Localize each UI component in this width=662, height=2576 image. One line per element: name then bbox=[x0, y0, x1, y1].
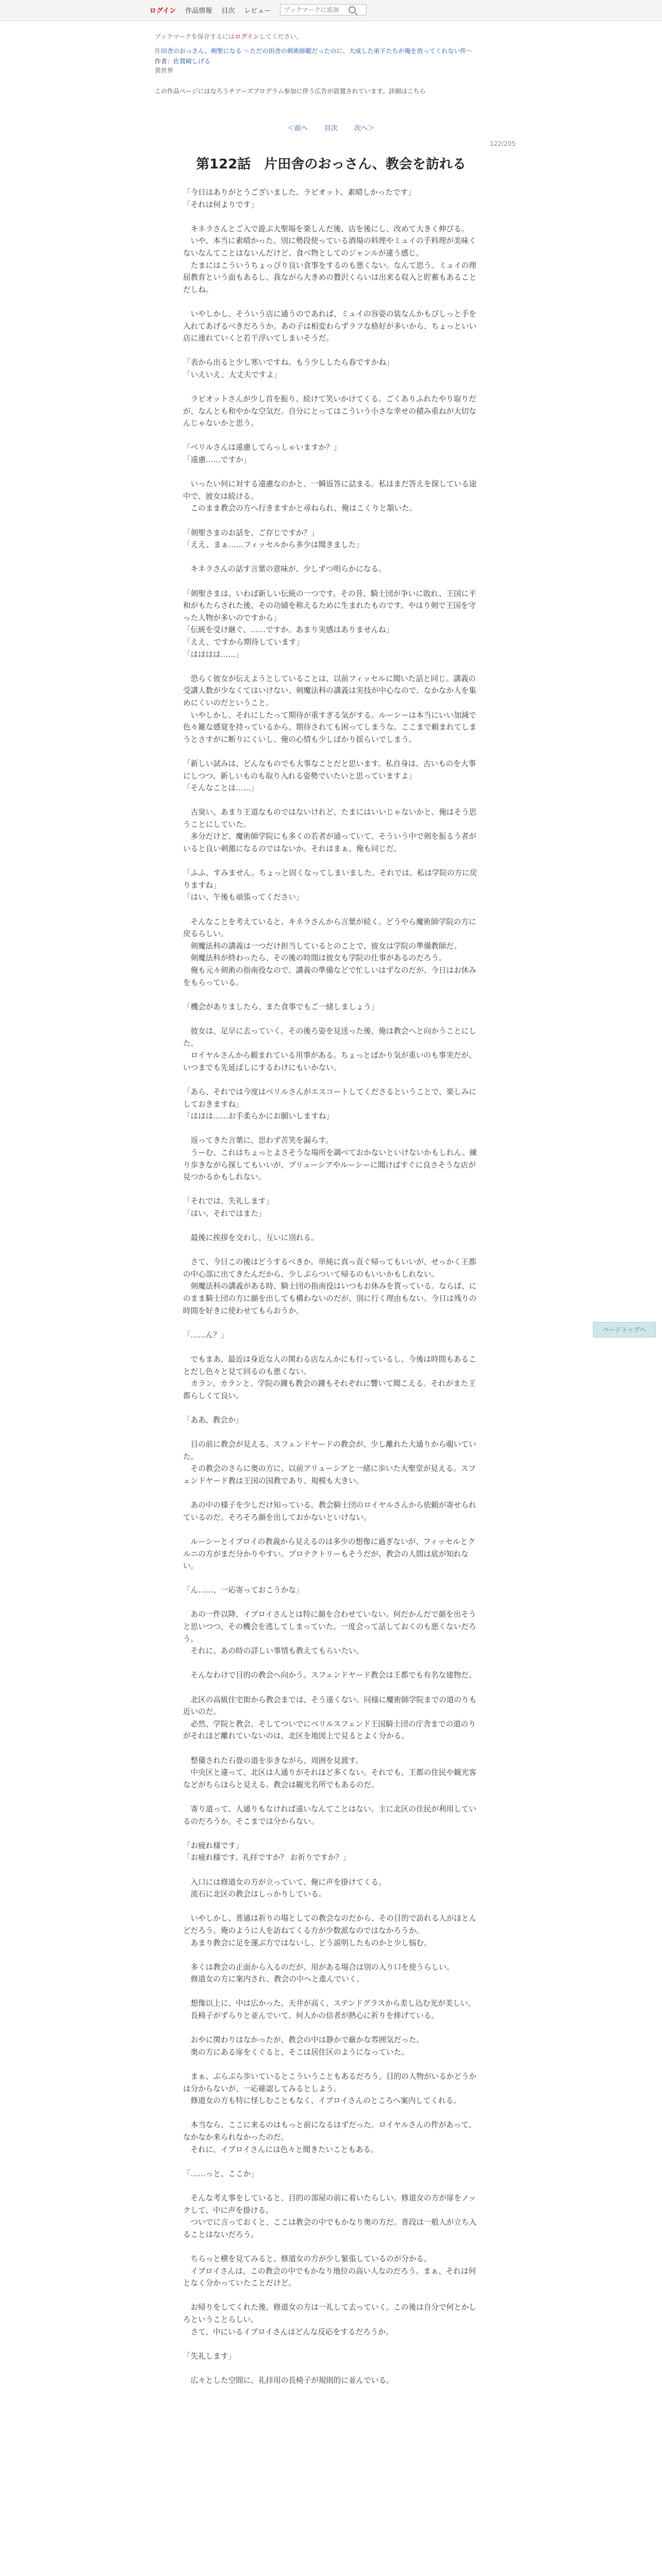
paragraph: 「……っと、ここか」 bbox=[183, 2169, 258, 2178]
toc-link[interactable]: 目次 bbox=[324, 125, 338, 132]
paragraph: 本当なら、ここに来るのはもっと前になるはずだった。ロイヤルさんの件があって、なかなか来られなかったのだ。 それに、イブロイさんには色々と聞きたいこともある。 bbox=[183, 2121, 476, 2154]
paragraph: 広々とした空間に、礼拝用の長椅子が規則的に並んでいる。 bbox=[183, 2376, 394, 2385]
paragraph: 想像以上に、中は広かった。天井が高く、ステンドグラスから差し込む光が美しい。 長椅子がずらりと並んでいて、何人かの信者が熱心に祈りを捧げている。 bbox=[183, 1999, 476, 2021]
paragraph: でもまあ、最近は身近な人の関わる店なんかにも行っているし、今後は時間もあることだし色々と見て回るのも悪くない。 カラン、カランと、学院の鐘も教会の鐘もそれぞれに響いて聞こえる。それがまた王都らしくて良い。 bbox=[183, 1355, 476, 1400]
paragraph: 「それでは、失礼します」 「はい、それではまた」 bbox=[183, 1197, 274, 1218]
paragraph: 「お疲れ様です」 「お疲れ様です。礼拝ですか？ お祈りですか？」 bbox=[183, 1841, 351, 1862]
paragraph: 「失礼します」 bbox=[183, 2351, 236, 2361]
episode-number: 122/205 bbox=[490, 140, 516, 147]
nav-link-review[interactable]: レビュー bbox=[244, 7, 271, 15]
paragraph: 多くは教会の正面から入るのだが、用がある場合は別の入り口を使うらしい。 修道女の方に案内され、教会の中へと進んでいく。 bbox=[183, 1962, 454, 1984]
paragraph: あの一件以降、イブロイさんとは特に顔を合わせていない。何だかんだで顔を出そうと思いつつ、その機会を逃してしまっていた。一度会って話しておくのも悪くないだろう。 それに、あの時の詳しい事情も教えてもらいたい。 bbox=[183, 1610, 476, 1656]
work-header bbox=[155, 32, 507, 96]
notice-text: ブックマークを保存するには bbox=[155, 33, 235, 40]
paragraph: ちらっと横を見てみると、修道女の方が少し緊張しているのが分かる。 イブロイさんは、この教会の中でもかなり地位の高い人なのだろう。まぁ、それは何となく分かっていたことだけど。 bbox=[183, 2254, 476, 2288]
paragraph: おやに関わりはなかったが、教会の中は静かで厳かな雰囲気だった。 奥の方にある扉をくぐると、そこは居住区のようになっていた。 bbox=[183, 2036, 424, 2057]
paragraph: 「ふふ、すみません。ちょっと固くなってしまいました。それでは、私は学院の方に戻りますね」 「はい、午後も頑張ってください」 bbox=[183, 869, 477, 902]
search-icon[interactable] bbox=[349, 6, 356, 13]
paragraph: 「あら、それでは今度はベリルさんがエスコートしてくださるということで、楽しみにしておきますね」 「ははは……お手柔らかにお願いしますね」 bbox=[183, 1087, 476, 1121]
paragraph: 「剣聖さまは、いわば新しい伝統の一つです。その昔、騎士団が争いに敗れ、王国に平和がもたらされた後、その功績を称えるために生まれたものです。やはり剣で王国を守った人物が多いのですから」 「伝統を受け継ぐ、……ですか。あまり実感はありませんね」 「ええ、ですから期待しています」 「はははは……」 bbox=[183, 589, 476, 659]
paragraph: 「剣聖さまのお話を、ご存じですか？」 「ええ、まぁ……フィッセルから多少は聞きました」 bbox=[183, 528, 363, 550]
notice-suffix: してください。 bbox=[259, 33, 303, 40]
paragraph: 北区の高級住宅街から教会までは、そう遠くない。同様に魔術師学院までの道のりも近いのだ。 必然、学院と教会、そしてついでにベリルスフェンド王国騎士団の庁舎までの道のりがそれほど離れていないのは、北区を地図上で見るとよく分かる。 bbox=[183, 1695, 477, 1741]
paragraph: ラビオットさんが少し首を振り、続けて笑いかけてくる。ごくありふれたやり取りだが、なんとも和やかな空気だ。自分にとってはこういう小さな幸せの積み重ねが大切なんじゃないかと思う。 bbox=[183, 395, 476, 428]
paragraph: 彼女は、足早に去っていく。その後ろ姿を見送った後、俺は教会へと向かうことにした。 ロイヤルさんから頼まれている用事がある。ちょっとばかり気が重いのも事実だが、いつまでも先延ばしにするわけにもいかない。 bbox=[183, 1026, 476, 1072]
login-link[interactable]: ログイン bbox=[150, 7, 176, 15]
paragraph: そんなわけで目的の教会へ向かう。スフェンドヤード教会は王都でも有名な建物だ。 bbox=[183, 1671, 476, 1680]
paragraph: お帰りをしてくれた後、修道女の方は一礼して去っていく。この後は自分で何とかしろということらしい。 さて、中にいるイブロイさんはどんな反応をするだろうか。 bbox=[183, 2303, 476, 2336]
paragraph: 「……ん？」 bbox=[183, 1330, 228, 1340]
author-link[interactable]: 佐賀崎しげる bbox=[173, 58, 211, 65]
paragraph: 「ああ、教会か」 bbox=[183, 1415, 243, 1425]
author-line bbox=[155, 57, 507, 66]
paragraph: そんな考え事をしていると、目的の部屋の前に着いたらしい。修道女の方が扉をノックして、中に声を掛ける。 ついでに言っておくと、ここは教会の中でもかなり奥の方だ。普段は一般人が立ち入ることはないだろう。 bbox=[183, 2193, 477, 2239]
login-notice bbox=[155, 32, 507, 41]
paragraph: 古臭い、あまり王道なものではないけれど、たまにはいいじゃないかと、俺はそう思うことにしていた。 多分だけど、魔術師学院にも多くの若者が通っていて、そういう中で剣を振るう者がいると良い刺激になるのではないか。それはまぁ、俺も同じだ。 bbox=[183, 808, 477, 854]
paragraph: 「表から出ると少し寒いですね。もう少ししたら春ですかね」 「いえいえ、大丈夫ですよ」 bbox=[183, 358, 394, 379]
page-top-button[interactable]: ページトップへ bbox=[593, 1322, 656, 1337]
genre-label: 異世界 bbox=[155, 67, 174, 74]
paragraph: まぁ、ぶらぶら歩いているとこういうこともあるだろう。目的の人物がいるかどうかは分からないが、一応確認してみるとしよう。 修道女の方も特に怪しむこともなく、イブロイさんのところへ案内してくれる。 bbox=[183, 2072, 477, 2106]
paragraph: あの中の様子を少しだけ知っている。教会騎士団のロイヤルさんから依頼が寄せられているのだ。そろそろ顔を出しておかないといけない。 bbox=[183, 1501, 476, 1522]
chapter-body bbox=[183, 187, 482, 2399]
next-link[interactable]: 次へ＞ bbox=[354, 125, 375, 132]
prev-link[interactable]: ＜前へ bbox=[287, 125, 308, 132]
promo-text: この作品ページにはなろうチアーズプログラム参加に伴う広告が設置されています。詳細は bbox=[155, 88, 407, 95]
paragraph: 「機会がありましたら、また食事でもご一緒しましょう」 bbox=[183, 1002, 379, 1011]
paragraph: 「ん……、一応寄っておこうかな」 bbox=[183, 1586, 304, 1595]
nav-link-work-info[interactable]: 作品情報 bbox=[185, 7, 212, 15]
paragraph: 恐らく彼女が伝えようとしていることは、以前フィッセルに聞いた話と同じ。講義の受講人数が少なくてはいけない、剣魔法科の講義は実技が中心なので、なかなか人を集めにくいのだということ。 いやしかし、それにしたって期待が重すぎる気がする。ルーシーは本当にいい加減で色々雑な感覚を持っているから、期待されても困ってしまうな。ここまで頼まれてしまうとさすがに断りにくいし、俺の心情も少しばかり揺らいでしまう。 bbox=[183, 674, 477, 744]
paragraph: そんなことを考えていると、キネラさんから言葉が続く。どうやら魔術師学院の方に戻るらしい。 剣魔法科の講義は一つだけ担当しているとのことで、彼女は学院の準備教師だ。 剣魔法科が終わったら、その後の時間は彼女も学院の仕事があるのだろう。 俺も元々剣術の指南役なので、講義の準備などで忙しいはずなのだが、今日はお休みをもらっている。 bbox=[183, 917, 476, 987]
chapter-title: 第122話 片田舎のおっさん、教会を訪れる bbox=[196, 157, 466, 172]
paragraph: 整備された石畳の道を歩きながら、周囲を見渡す。 中央区と違って、北区は人通りがそれほど多くない。それでも、王都の住民や観光客などがちらほらと見える。教会は観光名所でもあるのだ。 bbox=[183, 1756, 476, 1789]
paragraph: 寄り道って、人通りもなければ遠いなんてことはない。主に北区の住民が利用しているのだろうか。そこまでは分からない。 bbox=[183, 1804, 476, 1826]
promo-notice bbox=[155, 87, 507, 96]
paragraph: 目の前に教会が見える。スフェンドヤードの教会が、少し離れた大通りから覗いていた。 その教会のさらに奥の方に、以前アリューシアと一緒に歩いた大聖堂が見える。スフェンドヤード教は王国の国教であり、規模も大きい。 bbox=[183, 1440, 476, 1485]
paragraph: いやしかし、そういう店に通うのであれば、ミュイの容姿の装なんかもぴしっと手を入れてあげるべきだろうか。あの子は相変わらずラフな格好が多いから、ちょっといい店に連れていくと若干浮いてしまいそうだ。 bbox=[183, 309, 477, 343]
paragraph: 返ってきた言葉に、思わず苦笑を漏らす。 うーむ、これはちょっとよさそうな場所を調べておかないといけないかもしれん。練り歩きながら探してもいいが、プリューシアやルーシーに聞けばすぐに良さそうな店が見つかるかもしれない。 bbox=[183, 1136, 477, 1182]
nav-link-toc[interactable]: 目次 bbox=[221, 7, 235, 15]
paragraph: ルーシーとイブロイの教義から見えるのは多少の想像に過ぎないが、フィッセルとクルニの方がまだ分かりやすい。プロテクトリーもそうだが、教会の人間は底が知れない。 bbox=[183, 1537, 475, 1571]
paragraph: 「今日はありがとうございました、ラビオット。素晴しかったです」 「それは何よりです」 bbox=[183, 188, 416, 209]
paragraph: いやしかし、普通は祈りの場としての教会なのだから、その目的で訪れる人がほとんどだろう。俺のように人を訪ねてくる方が少数派なのではなかろうか。 あまり教会に足を運ぶ方ではないし、どう説明したものかと少し悩む。 bbox=[183, 1914, 477, 1947]
bookmark-input[interactable] bbox=[283, 6, 346, 14]
work-title-link[interactable]: 片田舎のおっさん、剣聖になる ～ただの田舎の剣術師範だったのに、大成した弟子たちが俺を放ってくれない件～ bbox=[155, 47, 473, 55]
paragraph: 「新しい試みは、どんなものでも大事なことだと思います。私自身は、古いものを大事にしつつ、新しいものも取り入れる姿勢でいたいと思っていますよ」 「そんなことは……」 bbox=[183, 759, 476, 793]
author-label: 作者： bbox=[155, 58, 174, 65]
paragraph: 入口には修道女の方が立っていて、俺に声を掛けてくる。 流石に北区の教会はしっかりしている。 bbox=[183, 1877, 386, 1899]
paragraph: さて、今日この後はどうするべきか。単純に真っ直ぐ帰ってもいいが、せっかく王都の中心部に出てきたんだから、少しぶらついて帰るのもいいかもしれない。 剣魔法科の講義がある時、騎士団の指南役はいつもお休みを貰っている。ならば、にのまま騎士団の方に顔を出しても構わないのだが、別に行く理由もない。今日は残りの時間を好きに使わせてもらおうか。 bbox=[183, 1258, 477, 1315]
paragraph: キネラさんとご入で遊ぶ大聖場を楽しんだ後、店を後にし、改めて大きく伸びる。 いや、本当に素晴かった。別に勢段使っている酒場の料理やミュイの手料理が美味くないなんてことはないんだけど、食べ物としてのジャンルが違う感じ。 たまにはこういうちょっぴり良い食事をするのも悪くない。なんて思う。ミュイの理屈教育という面もあるし、我ながら大きめの贅沢くらいは出来る収入と貯蓄もあることだしね。 bbox=[183, 224, 477, 294]
top-nav bbox=[150, 4, 367, 15]
paragraph: 最後に挨拶を交わし、互いに別れる。 bbox=[183, 1233, 319, 1243]
bookmark-search-box[interactable] bbox=[280, 4, 367, 15]
top-bar bbox=[0, 0, 662, 21]
paragraph: いったい何に対する遠慮なのかと、一瞬返答に詰まる。私はまだ答えを探している途中で、彼女は続ける。 このまま教会の方へ行きますかと尋ねられ、俺はこくりと頷いた。 bbox=[183, 480, 477, 513]
promo-link[interactable]: こちら bbox=[407, 88, 426, 95]
pager-top bbox=[0, 123, 662, 132]
paragraph: キネラさんの話す言葉の意味が、少しずつ明らかになる。 bbox=[183, 565, 386, 574]
notice-login-link[interactable]: ログイン bbox=[235, 33, 259, 40]
paragraph: 「ベリルさんは遠慮してらっしゃいますか？」 「遠慮……ですか」 bbox=[183, 443, 341, 465]
